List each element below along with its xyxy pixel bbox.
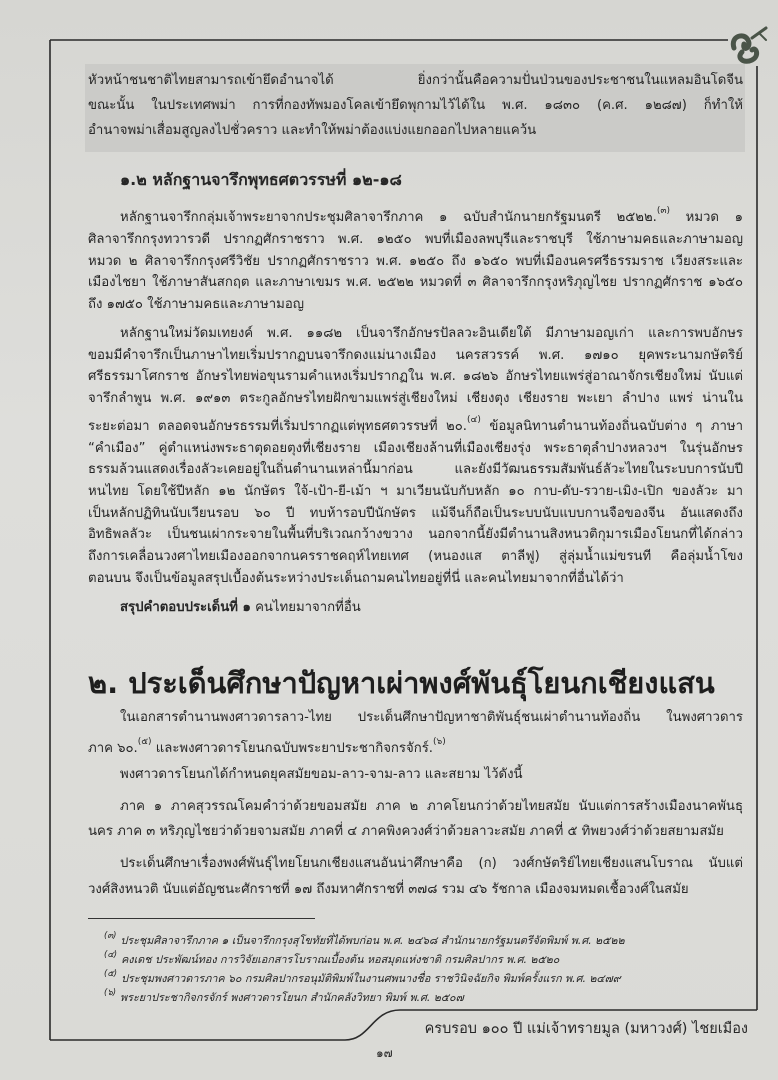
footnote-text: ประชุมพงศาวดารภาค ๖๐ กรมศิลปากรอนุมัติพิมพ์ในงานศพนางชื่อ ราชวินิจฉัยกิจ พิมพ์ครั้งแรก พ.ศ. ๒๔๗๙: [121, 972, 621, 985]
line-text: อำนาจพม่าเสื่อมสูญลงไปชั่วคราว และทำให้พม่าต้องแบ่งแยกออกไปหลายแคว้น: [88, 123, 537, 138]
footnote-reference: (๖): [433, 737, 446, 747]
footnote-text: คงเดช ประพัฒน์ทอง การวิจัยเอกสารโบราณเบื้องต้น หอสมุดแห่งชาติ กรมศิลปากร พ.ศ. ๒๕๒๐: [121, 953, 560, 966]
footnote-reference: (๕): [137, 737, 152, 747]
text-line: [88, 118, 743, 143]
text-line: [88, 345, 743, 367]
text-line: [88, 438, 743, 460]
line-text: ถึงการเคลื่อนวงศาไทยเมืองออกจากนครราชคฤห์ไทยเทศ (หนองแส ตาลีฟู) สู่ลุ่มน้ำแม่ขรนที คือลุ่มน้ำโขง: [88, 549, 743, 565]
footnote: [104, 965, 625, 984]
text-line: [88, 410, 743, 438]
text-line: [88, 546, 743, 568]
footnote-reference: (๔): [467, 414, 481, 425]
text-line: [88, 524, 743, 546]
text-line: [88, 794, 743, 819]
corner-ornament-icon: [733, 28, 766, 61]
line-text: เมืองไชยา ใช้ภาษาสันสกฤต และภาษาเขมร พ.ศ. ๒๕๒๒ หมวดที่ ๓ ศิลาจารึกกรุงหริภุญไชย ปรากฏศักราช ๑๖๕๐: [88, 275, 743, 291]
text-line: [88, 481, 743, 503]
line-text: ขอมมีคำจารึกเป็นภาษาไทยเริ่มปรากฏบนจารึกดงแม่นางเมือง นครสวรรค์ พ.ศ. ๑๗๑๐ ยุคพระนามกษัตริย์: [88, 347, 743, 363]
footnote-reference: (๓): [656, 206, 671, 216]
text-line: [88, 851, 743, 877]
line-text: ศรีธรรมาโศกราช อักษรไทยพ่อขุนรามคำแหงเริ่มปรากฏใน พ.ศ. ๑๘๒๖ อักษรไทยแพร่สู่อาณาจักรเชียงใหม่ นับแต่: [88, 369, 743, 385]
page-number: ๑๗: [376, 1046, 393, 1060]
section-2-paragraph-1: [88, 706, 743, 761]
section-2-paragraph-4: [88, 851, 743, 903]
section-1-2-paragraph-2: [88, 323, 743, 589]
line-text: หัวหน้าชนชาติไทยสามารถเข้ายึดอำนาจได้ ยิ่งกว่านั้นคือความปั่นป่วนของประชาชนในแหลมอินโดจีน: [88, 73, 743, 88]
text-line: [88, 272, 743, 294]
line-text: เป็นหลักปฏิทินนับเวียนรอบ ๖๐ ปี ทบห้ารอบปีนักษัตร แม้จีนก็ถือเป็นระบบนับแบบกานจือของจีน อันแสดงถึง: [88, 505, 743, 521]
line-text: ภาค ๑ ภาคสุวรรณโคมคำว่าด้วยขอมสมัย ภาค ๒ ภาคโยนกว่าด้วยไทยสมัย นับแต่การสร้างเมืองนาคพันธุ: [120, 799, 743, 814]
footnote-marker: (๔): [104, 950, 118, 960]
footnote: [104, 946, 625, 965]
text-line: [88, 730, 743, 761]
line-text: จารึกลำพูน พ.ศ. ๑๙๑๓ ตระกูลอักษรไทยฝักขามแพร่สู่เชียงใหม่ เชียงตุง เชียงราย พะเยา ลำปาง แพร่ น่านใน: [88, 391, 743, 407]
line-text: ขณะนั้น ในประเทศพม่า การที่กองทัพมองโคลเข้ายึดพุกามไว้ได้ใน พ.ศ. ๑๘๓๐ (ค.ศ. ๑๒๘๗) ก็ทำให้: [88, 98, 743, 113]
line-text: ระยะต่อมา ตลอดจนอักษรธรรมที่เริ่มปรากฏแต่พุทธศตวรรษที่ ๒๐.: [88, 418, 467, 434]
line-text: หลักฐานจารึกกลุ่มเจ้าพระยาจากประชุมศิลาจารึกภาค ๑ ฉบับสำนักนายกรัฐมนตรี ๒๕๒๒.: [120, 210, 657, 225]
section-2-paragraph-2: [88, 763, 743, 787]
line-text: ประเด็นศึกษาเรื่องพงศ์พันธุ์ไทยโยนกเชียงแสนอันน่าศึกษาคือ (ก) วงศ์กษัตริย์ไทยเชียงแสนโบราณ นับแต่: [120, 856, 743, 871]
running-footer-title: ครบรอบ ๑๐๐ ปี แม่เจ้าทรายมูล (มหาวงศ์) ไชยเมือง: [424, 1021, 748, 1037]
text-line: [88, 93, 743, 118]
summary-line: [120, 596, 361, 617]
text-line: [88, 706, 743, 730]
line-text: ข้อมูลนิทานตำนานท้องถิ่นฉบับต่าง ๆ ภาษา: [480, 418, 744, 434]
footnotes: [104, 927, 625, 1003]
text-line: [88, 294, 743, 316]
footnote: [104, 927, 625, 946]
section-1-2-heading: ๑.๒ หลักฐานจารึกพุทธศตวรรษที่ ๑๒-๑๘: [120, 170, 402, 189]
line-text: ธรรมล้วนแสดงเรื่องลัวะเคยอยู่ในถิ่นตำนานเหล่านี้มาก่อน และยังมีวัฒนธรรมสัมพันธ์ลัวะไทยในระบบการนับปี: [88, 462, 743, 478]
text-line: [88, 323, 743, 345]
footnote-text: พระยาประชากิจกรจักร์ พงศาวดารโยนก สำนักคลังวิทยา พิมพ์ พ.ศ. ๒๕๐๗: [120, 991, 464, 1004]
text-line: [88, 251, 743, 273]
line-text: หลักฐานใหม่วัดมเทยงค์ พ.ศ. ๑๑๘๒ เป็นจารึกอักษรปัลลวะอินเดียใต้ มีภาษามอญเก่า และการพบอักษร: [120, 326, 743, 341]
text-line: [88, 366, 743, 388]
text-line: [88, 459, 743, 481]
line-text: ตอนบน จึงเป็นข้อมูลสรุปเบื้องต้นระหว่างประเด็นถามคนไทยอยู่ที่นี่ และคนไทยมาจากที่อื่นได้ว่า: [88, 570, 624, 586]
text-line: [88, 201, 743, 229]
line-text: ศิลาจารึกกรุงทวารวดี ปรากฏศักราชราว พ.ศ. ๑๒๕๐ พบที่เมืองลพบุรีและราชบุรี ใช้ภาษามคธและภาษามอญ: [88, 231, 743, 247]
text-line: [88, 388, 743, 410]
line-text: นคร ภาค ๓ หริภุญไชยว่าด้วยจามสมัย ภาคที่ ๔ ภาคพิงควงศ์ว่าด้วยลาวะสมัย ภาคที่ ๕ ทิพยวงศ์ว่าด้วยสยามสมัย: [88, 824, 724, 839]
text-line: [88, 819, 743, 844]
footnote-marker: (๖): [104, 988, 117, 998]
line-text: ภาค ๖๐.: [88, 741, 138, 756]
section-2-paragraph-3: [88, 794, 743, 844]
line-text: ถึง ๑๗๕๐ ใช้ภาษามคธและภาษามอญ: [88, 297, 304, 313]
footnote: [104, 984, 625, 1003]
section-2-heading: ๒. ประเด็นศึกษาปัญหาเผ่าพงศ์พันธุ์โยนกเชียงแสน: [88, 666, 715, 700]
line-text: ในเอกสารตำนานพงศาวดารลาว-ไทย ประเด็นศึกษาปัญหาชาติพันธุ์ชนเผ่าตำนานท้องถิ่น ในพงศาวดาร: [120, 710, 743, 725]
line-text: หมวด ๑: [670, 210, 743, 225]
text-line: [88, 68, 743, 93]
footnote-marker: (๕): [104, 969, 118, 979]
section-1-2-paragraph-1: [88, 201, 743, 316]
text-line: [88, 229, 743, 251]
summary-label: สรุปคำตอบประเด็นที่ ๑: [120, 600, 251, 615]
text-line: [88, 877, 743, 903]
line-text: และพงศาวดารโยนกฉบับพระยาประชากิจกรจักร์.: [151, 741, 433, 756]
line-text: หนไทย โดยใช้ปีหลัก ๑๒ นักษัตร ใจ้-เป้า-ยี-เม้า ฯ มาเวียนนับกับหลัก ๑๐ กาบ-ดับ-รวาย-เมิง-เปิก ของลัวะ มา: [88, 483, 743, 499]
footnote-marker: (๓): [104, 931, 117, 941]
footnote-text: ประชุมศิลาจารึกภาค ๑ เป็นจารึกกรุงสุโขทัยที่ได้พบก่อน พ.ศ. ๒๔๖๘ สำนักนายกรัฐมนตรีจัดพิมพ์ พ.ศ. ๒๕๒๒: [120, 934, 625, 947]
summary-text: คนไทยมาจากที่อื่น: [250, 600, 361, 615]
line-text: “คำเมือง” คู่ตำแหน่งพระธาตุดอยตุงที่เชียงราย เมืองเชียงล้านที่เมืองเชียงรุ่ง พระธาตุลำปางหลวงฯ ในรุ่นอักษร: [88, 440, 743, 456]
text-line: [88, 763, 743, 787]
intro-paragraph: [88, 68, 743, 143]
footnote-divider: [88, 918, 315, 919]
line-text: อิทธิพลลัวะ เป็นชนเผ่ากระจายในพื้นที่บริเวณกว้างขวาง นอกจากนี้ยังมีตำนานสิงหนวติกุมารเมืองโยนกที่ได้กล่าว: [88, 527, 743, 543]
text-line: [88, 568, 743, 590]
line-text: วงศ์สิงหนวติ นับแต่อัญชนะศักราชที่ ๑๗ ถึงมหาศักราชที่ ๓๗๘ รวม ๔๖ รัชกาล เมืองจมหมดเชื้อวงศ์ในสมัย: [88, 882, 689, 897]
line-text: หมวด ๒ ศิลาจารึกกรุงศรีวิชัย ปรากฏศักราชราว พ.ศ. ๑๒๕๐ ถึง ๑๖๕๐ พบที่เมืองนครศรีธรรมราช เวียงสระและ: [88, 253, 743, 269]
text-line: [88, 503, 743, 525]
line-text: พงศาวดารโยนกได้กำหนดยุคสมัยขอม-ลาว-จาม-ลาว และสยาม ไว้ดังนี้: [120, 767, 523, 782]
